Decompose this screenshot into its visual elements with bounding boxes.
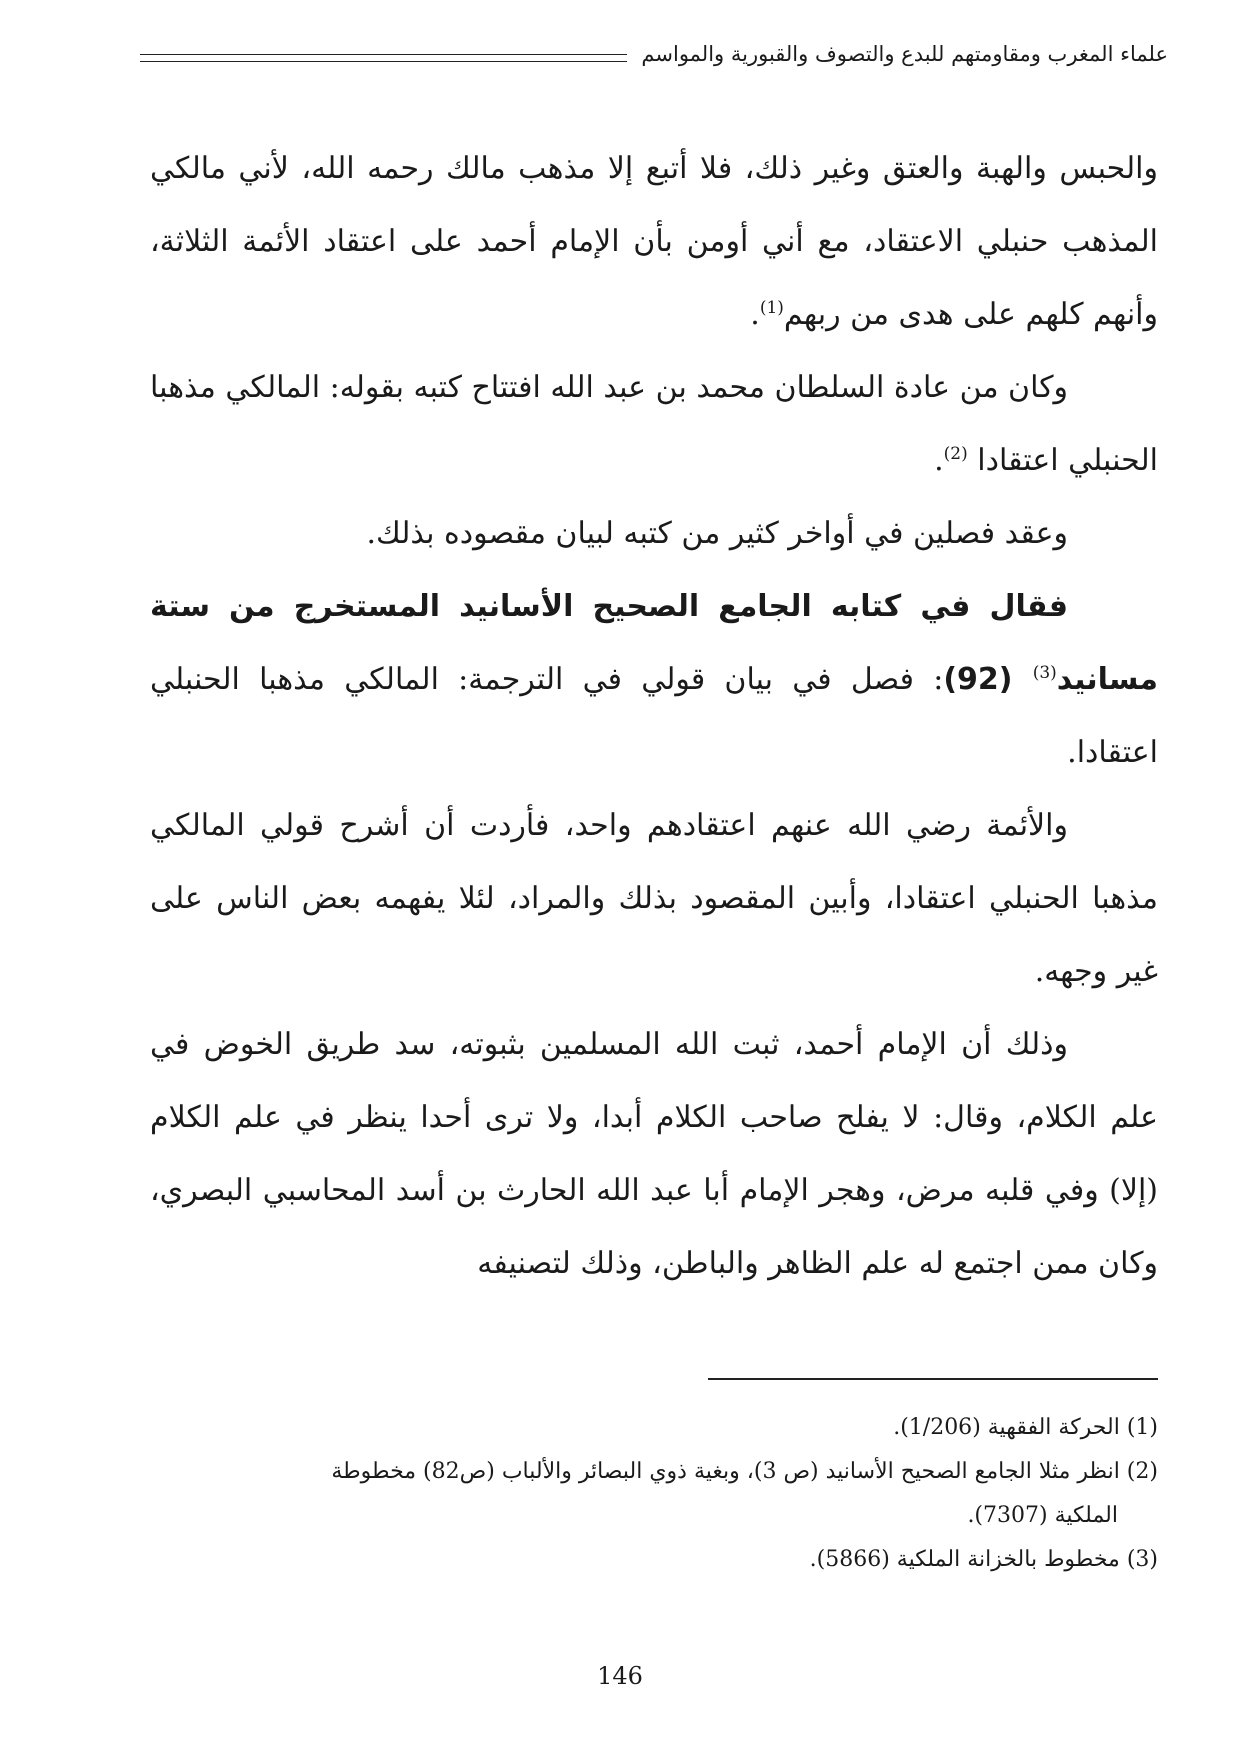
paragraph-4	[150, 570, 1158, 789]
paragraph-1-end: .	[750, 297, 760, 332]
footnote-ref-3: (3)	[1032, 663, 1057, 683]
header-double-rule	[140, 54, 627, 62]
footnote-2-continuation: الملكية (7307).	[967, 1503, 1118, 1528]
book-title-bold: فقال في كتابه الجامع الصحيح الأسانيد المستخرج من ستة مسانيد	[150, 589, 1159, 697]
footnote-ref-1: (1)	[759, 298, 784, 318]
running-header	[140, 34, 1168, 74]
footnote-2	[150, 1450, 1158, 1538]
paragraph-1-text: والحبس والهبة والعتق وغير ذلك، فلا أتبع إلا مذهب مالك رحمه الله، لأني مالكي المذهب حنبلي الاعتقاد، مع أني أومن بأن الإمام أحمد على اعتقاد الأئمة الثلاثة، وأنهم كلهم على هدى من ربهم	[150, 151, 1158, 332]
paragraph-5: والأئمة رضي الله عنهم اعتقادهم واحد، فأردت أن أشرح قولي المالكي مذهبا الحنبلي اعتقادا، وأبين المقصود بذلك والمراد، لئلا يفهمه بعض الناس على غير وجهه.	[150, 808, 1158, 989]
paragraph-4-rest: : فصل في بيان قولي في الترجمة: المالكي مذهبا الحنبلي اعتقادا.	[150, 662, 1158, 770]
paragraph-2	[150, 351, 1158, 497]
paragraph-2-end: .	[934, 443, 944, 478]
footnote-3: (3) مخطوط بالخزانة الملكية (5866).	[809, 1547, 1158, 1572]
footnote-ref-2: (2)	[943, 444, 968, 464]
footnote-separator	[708, 1378, 1158, 1380]
header-title: علماء المغرب ومقاومتهم للبدع والتصوف والقبورية والمواسم	[641, 42, 1168, 66]
page-number: 146	[597, 1662, 643, 1690]
footnote-2-text: (2) انظر مثلا الجامع الصحيح الأسانيد (ص 3)، وبغية ذوي البصائر والألباب (ص82) مخطوطة	[331, 1459, 1158, 1484]
paragraph-1	[150, 132, 1158, 351]
footnotes	[150, 1406, 1158, 1582]
paragraph-3: وعقد فصلين في أواخر كثير من كتبه لبيان مقصوده بذلك.	[366, 516, 1068, 551]
paragraph-2-text: وكان من عادة السلطان محمد بن عبد الله افتتاح كتبه بقوله: المالكي مذهبا الحنبلي اعتقادا	[150, 370, 1158, 478]
footnote-1: (1) الحركة الفقهية (1/206).	[893, 1415, 1158, 1440]
book-number-bold: (92)	[943, 662, 1033, 697]
paragraph-6: وذلك أن الإمام أحمد، ثبت الله المسلمين بثبوته، سد طريق الخوض في علم الكلام، وقال: لا يفلح صاحب الكلام أبدا، ولا ترى أحدا ينظر في علم الكلام (إلا) وفي قلبه مرض، وهجر الإمام أبا عبد الله الحارث بن أسد المحاسبي البصري، وكان ممن اجتمع له علم الظاهر والباطن، وذلك لتصنيفه	[150, 1027, 1158, 1281]
body-text	[150, 132, 1158, 1300]
